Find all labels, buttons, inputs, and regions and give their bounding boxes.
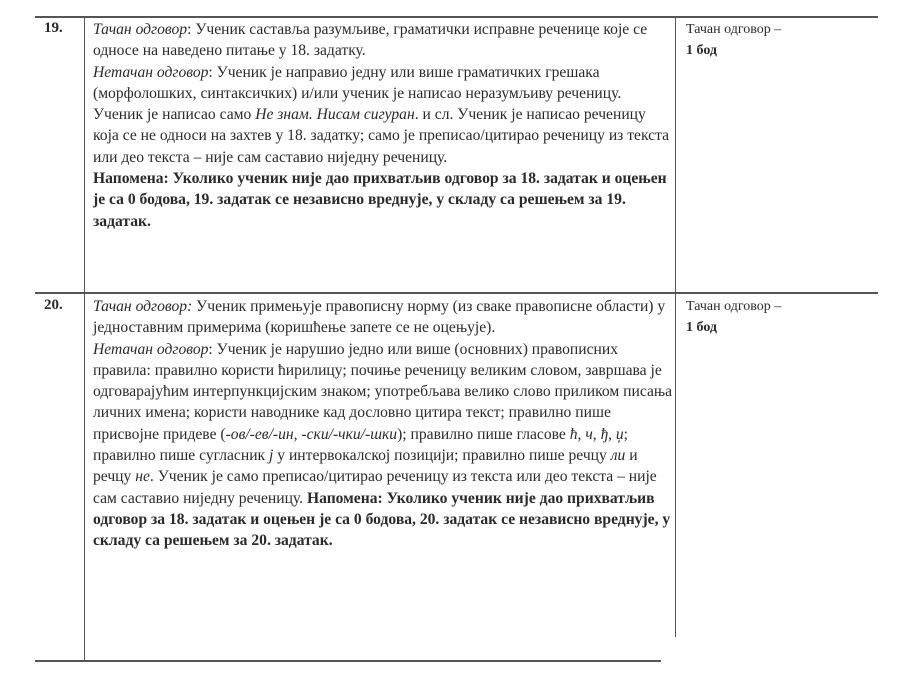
incorrect-answer-italic: не — [135, 468, 150, 486]
correct-answer-text: : Ученик саставља разумљиве, граматички исправне реченице које се односе на наведено питање у 18. задатку. — [93, 21, 648, 60]
task-number: 19. — [44, 20, 63, 36]
note-text: Напомена: Уколико ученик није дао прихватљив одговор за 18. задатак и оцењен је са 0 бодова, 20. задатак се независно вреднује, у складу са решењем за 20. задатак. — [93, 489, 671, 550]
points-label: Тачан одговор – — [686, 299, 782, 314]
points-value: 1 бод — [686, 320, 717, 335]
note-text: Напомена: Уколико ученик није дао прихватљив одговор за 18. задатак и оцењен је са 0 бодова, 19. задатак се независно вреднује, у складу са решењем за 19. задатак. — [93, 170, 667, 230]
points-label: Тачан одговор – — [686, 22, 782, 37]
table-top-border — [35, 16, 878, 18]
incorrect-answer-paragraph — [93, 339, 673, 552]
incorrect-answer-italic: ј — [269, 447, 274, 465]
task-description — [93, 19, 673, 232]
task-description — [93, 296, 673, 552]
correct-answer-label: Тачан одговор — [93, 21, 188, 38]
incorrect-answer-text: . Ученик је само преписао/цитирао реченицу из текста или део текста – није сам саставио ниједну реченицу. — [93, 468, 657, 507]
correct-answer-label: Тачан одговор: — [93, 298, 193, 315]
incorrect-answer-italic: ћ, ч, ђ, џ — [569, 425, 624, 443]
points-cell — [686, 19, 866, 61]
correct-answer-paragraph — [93, 19, 673, 62]
note-paragraph — [93, 168, 673, 232]
correct-answer-paragraph — [93, 296, 673, 339]
column-divider-number — [84, 17, 85, 661]
incorrect-answer-label: Нетачан одговор — [93, 340, 209, 358]
points-value: 1 бод — [686, 43, 717, 58]
incorrect-answer-label: Нетачан одговор — [93, 63, 209, 81]
incorrect-answer-text: ; правилно пише сугласник — [93, 425, 628, 465]
incorrect-answer-text: и речцу — [93, 447, 638, 486]
incorrect-answer-text: : Ученик је нарушио једно или више (основних) правописних правила: правилно користи ћирилицу; почиње реченицу великим словом, завршава је одговарајућим интерпункцијским знаком; употребљава велико слово приликом писања личних имена; користи наводнике кад дословно цитира текст; правилно пише присвојне придеве ( — [93, 340, 673, 443]
correct-answer-text: Ученик примењује правописну норму (из сваке правописне области) у једноставним примерима (коришћење запете се не оцењује). — [93, 298, 666, 337]
column-divider-points — [675, 17, 676, 637]
incorrect-answer-italic: -ов/-ев/-ин, -ски/-чки/-шки — [225, 425, 398, 443]
incorrect-answer-text: . и сл. Ученик је написао реченицу која се не односи на захтев у 18. задатку; само је преписао/цитирао реченицу из текста или део текста – није сам саставио ниједну реченицу. — [93, 106, 669, 166]
points-cell — [686, 296, 866, 338]
incorrect-answer-italic: Не знам. Нисам сигуран — [255, 106, 415, 124]
row-divider — [35, 292, 878, 294]
table-bottom-border — [35, 660, 661, 662]
incorrect-answer-text: у интервокалској позицији; правилно пише речцу — [273, 447, 611, 465]
incorrect-answer-text: ); правилно пише гласове — [397, 425, 570, 443]
task-number: 20. — [44, 297, 63, 313]
incorrect-answer-paragraph — [93, 62, 673, 168]
incorrect-answer-text: : Ученик је направио једну или више граматичких грешака (морфолошких, синтаксичких) и/или ученик је написао неразумљиву реченицу. Ученик је написао само — [93, 63, 622, 124]
incorrect-answer-italic: ли — [610, 447, 626, 465]
